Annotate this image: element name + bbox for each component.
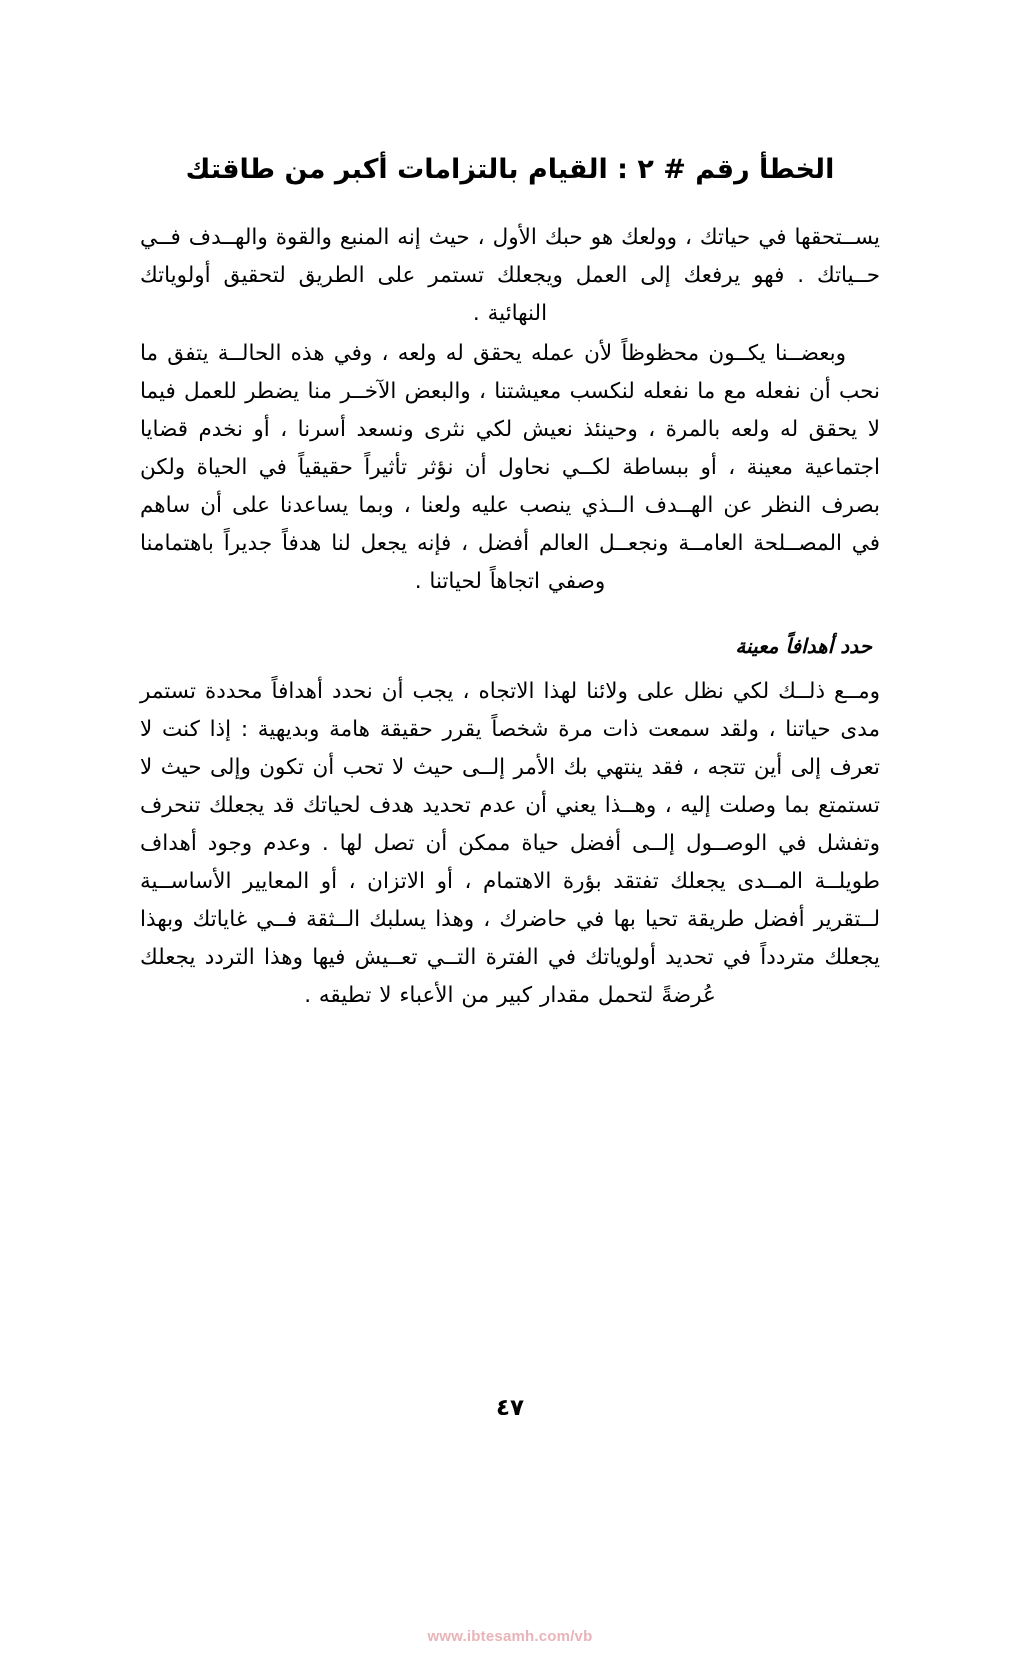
body-paragraph-1: يســتحقها في حياتك ، وولعك هو حبك الأول ، حيث إنه المنبع والقوة والهــدف فــي حــياتك . فهو يرفعك إلى العمل ويجعلك تستمر على الطريق لتحقيق أولوياتك النهائية . [140, 225, 880, 327]
page-content-column [140, 150, 880, 1017]
page-number: ٤٧ [495, 1395, 525, 1421]
body-paragraph-2: وبعضــنا يكــون محظوظاً لأن عمله يحقق له ولعه ، وفي هذه الحالــة يتفق ما نحب أن نفعله مع ما نفعله لنكسب معيشتنا ، والبعض الآخــر منا يضطر للعمل فيما لا يحقق له ولعه بالمرة ، وحينئذ نعيش لكي نثرى ونسعد أسرنا ، أو نخدم قضايا اجتماعية معينة ، أو ببساطة لكــي نحاول أن نؤثر تأثيراً حقيقياً في الحياة ولكن بصرف النظر عن الهــدف الــذي ينصب عليه ولعنا ، وبما يساعدنا على أن ساهم في المصــلحة العامــة ونجعــل العالم أفضل ، فإنه يجعل لنا هدفاً جديراً باهتمامنا وصفي اتجاهاً لحياتنا . [140, 341, 880, 595]
section-subheading: حدد أهدافاً معينة [735, 634, 872, 659]
body-paragraph-3: ومــع ذلــك لكي نظل على ولائنا لهذا الاتجاه ، يجب أن نحدد أهدافاً محددة تستمر مدى حياتنا ، ولقد سمعت ذات مرة شخصاً يقرر حقيقة هامة وبديهية : إذا كنت لا تعرف إلى أين تتجه ، فقد ينتهي بك الأمر إلــى حيث لا تحب أن تكون وإلى حيث لا تستمتع بما وصلت إليه ، وهــذا يعني أن عدم تحديد هدف لحياتك قد يجعلك تنحرف وتفشل في الوصــول إلــى أفضل حياة ممكن أن تصل لها . وعدم وجود أهداف طويلــة المــدى يجعلك تفتقد بؤرة الاهتمام ، أو الاتزان ، أو المعايير الأساســية لــتقرير أفضل طريقة تحيا بها في حاضرك ، وهذا يسلبك الــثقة فــي غاياتك وبهذا يجعلك متردداً في تحديد أولوياتك في الفترة التــي تعــيش فيها وهذا التردد يجعلك عُرضةً لتحمل مقدار كبير من الأعباء لا تطيقه . [140, 679, 880, 1009]
site-watermark: www.ibtesamh.com/vb [427, 1628, 593, 1645]
chapter-title: الخطأ رقم # ٢ : القيام بالتزامات أكبر من طاقتك [185, 154, 835, 185]
